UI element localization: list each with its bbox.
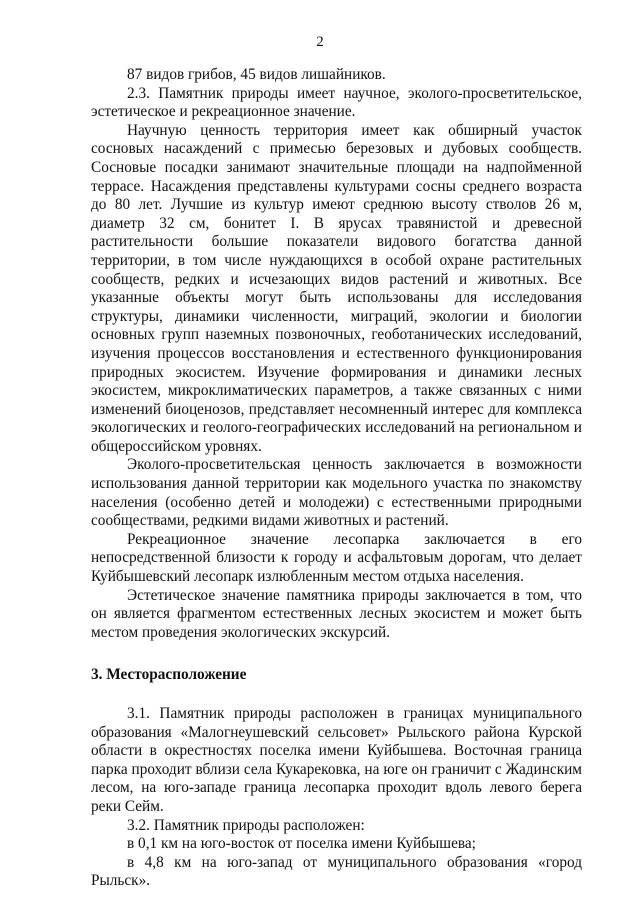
page-number: 2 — [316, 34, 324, 50]
paragraph-3-1: 3.1. Памятник природы расположен в границах муниципального образования «Малогнеушевский сельсовет» Рыльского района Курской области в окрестностях поселка имени Куйбышева. Восточная граница парка проходит вблизи села Кукарековка, на юге он граничит с Жадинским лесом, на юго-западе граница лесопарка проходит вдоль левого берега реки Сейм. — [91, 705, 582, 815]
paragraph-distance-kuibyshev: в 0,1 км на юго-восток от поселка имени Куйбышева; — [127, 835, 476, 853]
section-heading-location: 3. Месторасположение — [91, 666, 247, 684]
paragraph-3-2: 3.2. Памятник природы расположен: — [127, 816, 365, 834]
paragraph-scientific-value: Научную ценность территория имеет как обширный участок сосновых насаждений с примесью березовых и дубовых сообществ. Сосновые посадки занимают значительные площади на надпойменной террасе. Насаждения представлены культурами сосны среднего возраста до 80 лет. Лучшие из культур имеют среднюю высоту стволов 26 м, диаметр 32 см, бонитет I. В ярусах травянистой и древесной растительности большие показатели видового богатства данной территории, в том числе нуждающихся в особой охране растительных сообществ, редких и исчезающих видов растений и животных. Все указанные объекты могут быть использованы для исследования структуры, динамики численности, миграций, экологии и биологии основных групп наземных позвоночных, геоботанических исследований, изучения процессов восстановления и естественного функционирования природных экосистем. Изучение формирования и динамики лесных экосистем, микроклиматических параметров, а также связанных с ними изменений биоценозов, представляет несомненный интерес для комплекса экологических и геолого-географических исследований на региональном и общероссийском уровнях. — [91, 121, 582, 455]
paragraph-fungi-count: 87 видов грибов, 45 видов лишайников. — [127, 66, 386, 83]
paragraph-distance-rylsk: в 4,8 км на юго-запад от муниципального образования «город Рыльск». — [91, 853, 582, 890]
paragraph-recreational-value: Рекреационное значение лесопарка заключается в его непосредственной близости к городу и асфальтовым дорогам, что делает Куйбышевский лесопарк излюбленным местом отдыха населения. — [91, 530, 582, 586]
paragraph-educational-value: Эколого-просветительская ценность заключается в возможности использования данной территории как модельного участка по знакомству населения (особенно детей и молодежи) с естественными природными сообществами, редкими видами животных и растений. — [91, 456, 582, 530]
paragraph-2-3: 2.3. Памятник природы имеет научное, эколого-просветительское, эстетическое и рекреационное значение. — [91, 84, 582, 121]
paragraph-aesthetic-value: Эстетическое значение памятника природы заключается в том, что он является фрагментом естественных лесных экосистем и может быть местом проведения экологических экскурсий. — [91, 586, 582, 641]
document-body — [91, 66, 582, 891]
